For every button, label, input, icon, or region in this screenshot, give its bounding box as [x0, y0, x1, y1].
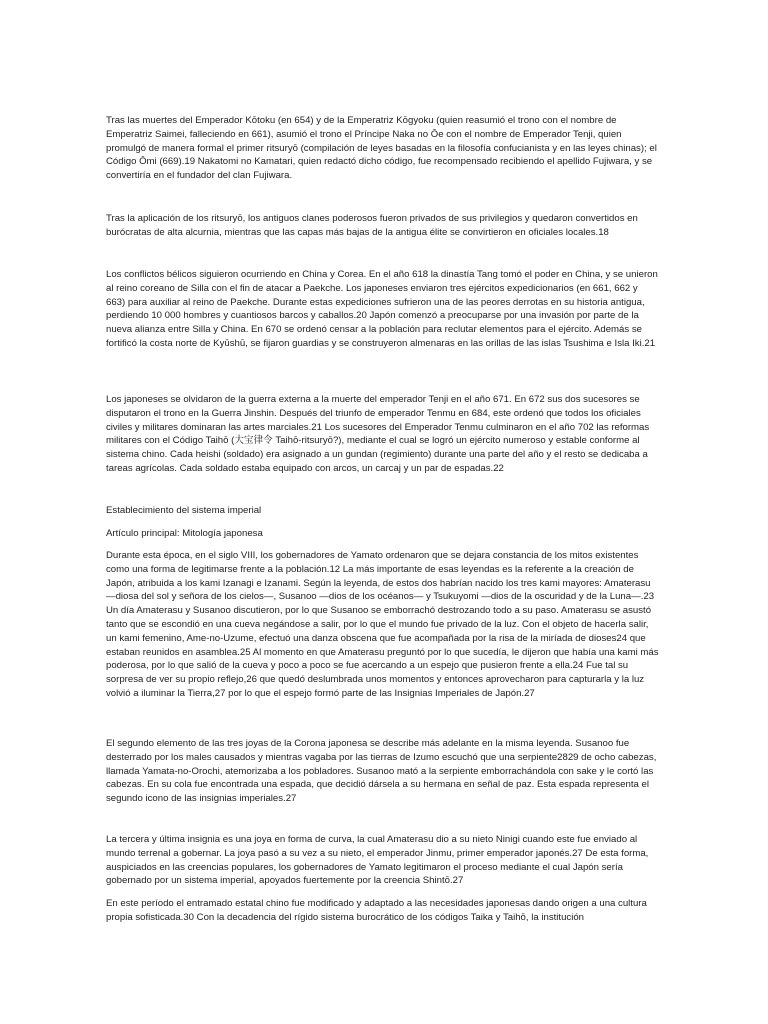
paragraph-emperors-tenji: [106, 114, 659, 183]
section-heading: [106, 504, 659, 518]
paragraph-chinese-state: [106, 897, 659, 925]
paragraph-conflicts: [106, 268, 659, 351]
paragraph-second-element: [106, 737, 659, 806]
paragraph-text: La tercera y última insignia es una joya en forma de curva, la cual Amaterasu dio a su nieto Ninigi cuando este fue enviado al mundo terrenal a gobernar. La joya pasó a su vez a su nieto, el emperador Jinmu, primer emperador japonés.27 De esta forma, auspiciados en las creencias populares, los gobernadores de Yamato legitimaron el proceso mediante el cual Japón sería gobernado por un sistema imperial, apoyados fuertemente por la creencia Shintō.27: [106, 834, 649, 887]
paragraph-jinshin-war: [106, 393, 659, 476]
main-article-note: [106, 527, 659, 541]
main-article-text: Artículo principal: Mitología japonesa: [106, 528, 263, 539]
paragraph-text: Los conflictos bélicos siguieron ocurriendo en China y Corea. En el año 618 la dinastía Tang tomó el poder en China, y se unieron al reino coreano de Silla con el fin de atacar a Paekche. Los japoneses enviaron tres ejércitos expedicionarios (en 661, 662 y 663) para auxiliar al reino de Paekche. Durante estas expediciones sufrieron una de las peores derrotas en su historia antigua, perdiendo 10 000 hombres y cuantiosos barcos y caballos.20 Japón comenzó a preocuparse por una invasión por parte de la nueva alianza entre Silla y China. En 670 se ordenó censar a la población para reclutar elementos para el ejército. Además se fortificó la costa norte de Kyūshū, se fijaron guardias y se construyeron almenaras en las orillas de las islas Tsushima e Isla Iki.21: [106, 269, 658, 349]
paragraph-myths: [106, 549, 659, 701]
paragraph-text: Tras la aplicación de los ritsuryō, los antiguos clanes poderosos fueron privados de sus privilegios y quedaron convertidos en burócratas de alta alcurnia, mientras que las capas más bajas de la antigua élite se convirtieron en oficiales locales.18: [106, 213, 638, 238]
paragraph-text: Durante esta época, en el siglo VIII, los gobernadores de Yamato ordenaron que se dejara constancia de los mitos existentes como una forma de legitimarse frente a la población.12 La más importante de esas leyendas es la referente a la creación de Japón, atribuida a los kami Izanagi e Izanami. Según la leyenda, de estos dos habrían nacido los tres kami mayores: Amaterasu —diosa del sol y señora de los cielos—, Susanoo —dios de los océanos— y Tsukuyomi —dios de la oscuridad y de la Luna—.23 Un día Amaterasu y Susanoo discutieron, por lo que Susanoo se emborrachó destrozando todo a su paso. Amaterasu se asustó tanto que se escondió en una cueva negándose a salir, por lo que el mundo fue privado de la luz. Con el objeto de hacerla salir, un kami femenino, Ame-no-Uzume, efectuó una danza obscena que fue acompañada por la risa de la miríada de dioses24 que estaban reunidos en asamblea.25 Al momento en que Amaterasu preguntó por lo que sucedía, le dijeron que había una kami más poderosa, por lo que salió de la cueva y poco a poco se fue acercando a un espejo que pusieron frente a ella.24 Fue tal su sorpresa de ver su propio reflejo,26 que quedó deslumbrada unos momentos y entonces aprovecharon para capturarla y la luz volvió a iluminar la Tierra,27 por lo que el espejo formó parte de las Insignias Imperiales de Japón.27: [106, 550, 659, 699]
paragraph-ritsuryo: [106, 212, 659, 240]
paragraph-text: Tras las muertes del Emperador Kōtoku (en 654) y de la Emperatriz Kōgyoku (quien reasumió el trono con el nombre de Emperatriz Saimei, falleciendo en 661), asumió el trono el Príncipe Naka no Ōe con el nombre de Emperador Tenji, quien promulgó de manera formal el primer ritsuryō (compilación de leyes basadas en la filosofía confucianista y en las leyes chinas); el Código Ōmi (669).19 Nakatomi no Kamatari, quien redactó dicho código, fue recompensado recibiendo el apellido Fujiwara, y se convertiría en el fundador del clan Fujiwara.: [106, 115, 657, 182]
paragraph-text: En este período el entramado estatal chino fue modificado y adaptado a las necesidades japonesas dando origen a una cultura propia sofisticada.30 Con la decadencia del rígido sistema burocrático de los códigos Taika y Taihō, la institución: [106, 898, 647, 923]
section-heading-text: Establecimiento del sistema imperial: [106, 505, 262, 516]
paragraph-text: El segundo elemento de las tres joyas de la Corona japonesa se describe más adelante en la misma leyenda. Susanoo fue desterrado por los males causados y mientras vagaba por las tierras de Izumo escuchó que una serpiente2829 de ocho cabezas, llamada Yamata-no-Orochi, atemorizaba a los pobladores. Susanoo mató a la serpiente emborrachándola con sake y le cortó las cabezas. En su cola fue encontrada una espada, que decidió dársela a su hermana en señal de paz. Esta espada representa el segundo icono de las insignias imperiales.27: [106, 738, 657, 805]
paragraph-third-insignia: [106, 833, 659, 888]
paragraph-text: Los japoneses se olvidaron de la guerra externa a la muerte del emperador Tenji en el año 671. En 672 sus dos sucesores se disputaron el trono en la Guerra Jinshin. Después del triunfo de emperador Tenmu en 684, este ordenó que todos los oficiales civiles y militares dominaran las artes marciales.21 Los sucesores del Emperador Tenmu culminaron en el año 702 las reformas militares con el Código Taihō (大宝律令 Taihō-ritsuryō?), mediante el cual se logró un ejército numeroso y estable conforme al sistema chino. Cada heishi (soldado) era asignado a un gundan (regimiento) durante una parte del año y el resto se dedicaba a tareas agrícolas. Cada soldado estaba equipado con arcos, un carcaj y un par de espadas.22: [106, 394, 650, 474]
